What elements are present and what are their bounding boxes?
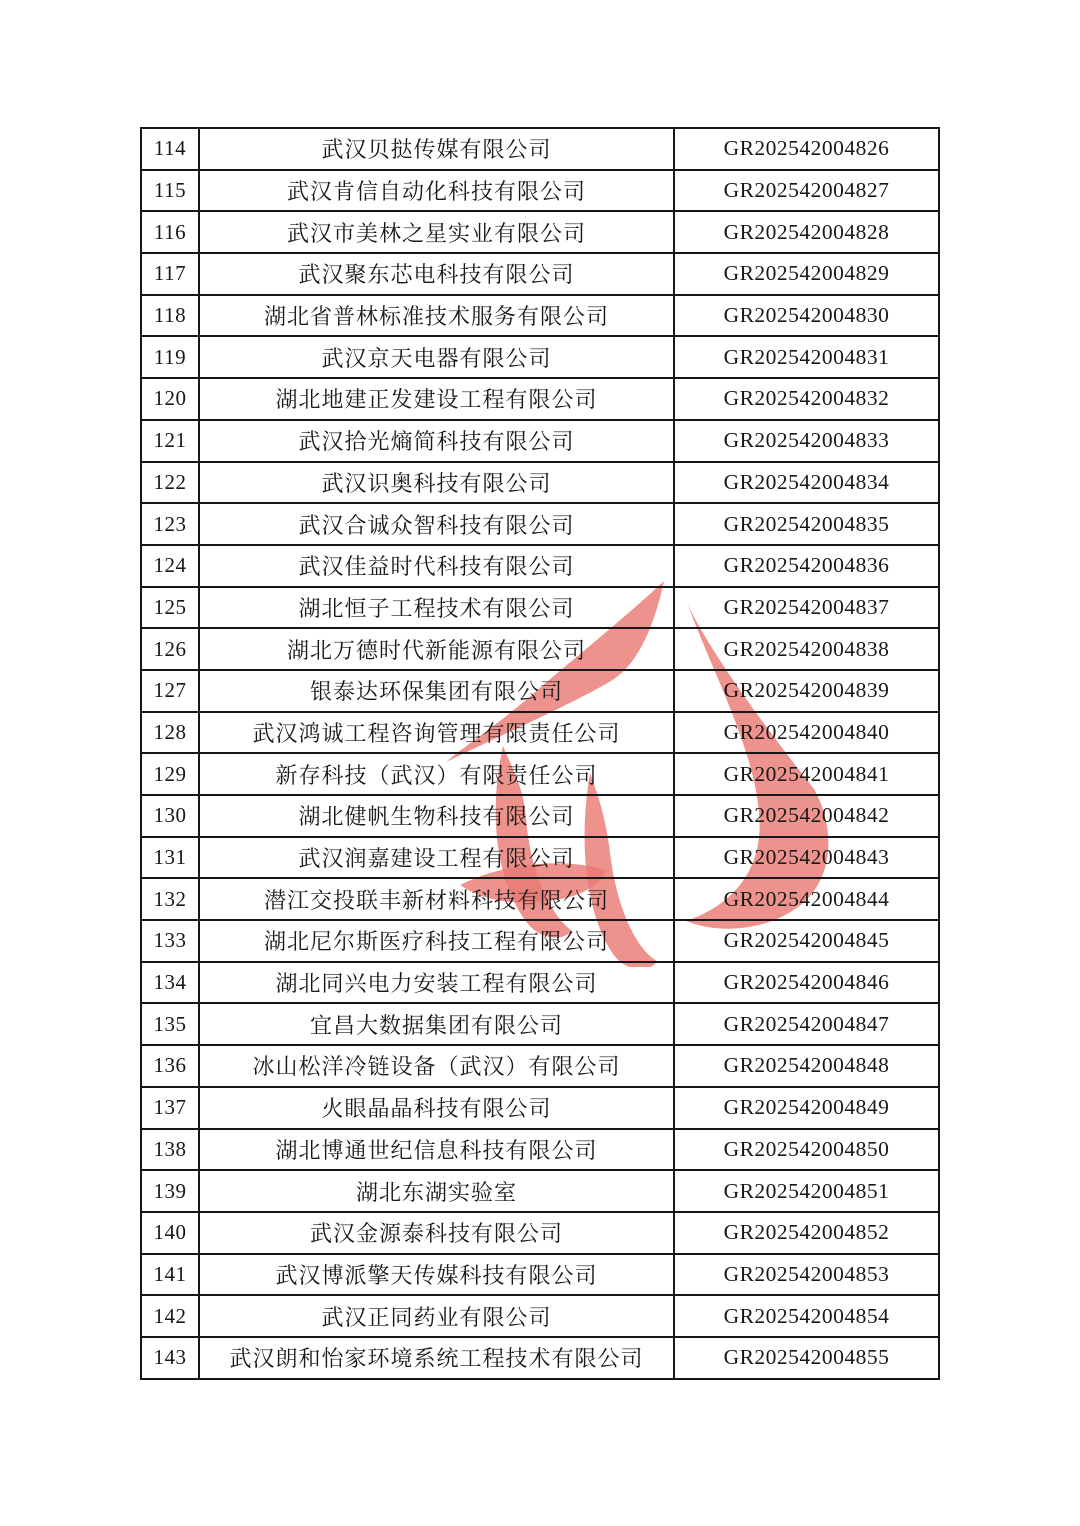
certificate-number-cell: GR202542004849	[674, 1087, 939, 1129]
certificate-number-cell: GR202542004842	[674, 795, 939, 837]
row-number-cell: 133	[141, 920, 199, 962]
company-name-cell: 银泰达环保集团有限公司	[199, 670, 674, 712]
certificate-number-cell: GR202542004855	[674, 1337, 939, 1379]
company-name-cell: 武汉博派擎天传媒科技有限公司	[199, 1254, 674, 1296]
company-name-cell: 湖北地建正发建设工程有限公司	[199, 378, 674, 420]
company-name-cell: 湖北万德时代新能源有限公司	[199, 628, 674, 670]
row-number-cell: 138	[141, 1129, 199, 1171]
table-row	[141, 1212, 939, 1254]
table-row	[141, 628, 939, 670]
certificate-number-cell: GR202542004829	[674, 253, 939, 295]
table-row	[141, 1254, 939, 1296]
company-name-cell: 武汉聚东芯电科技有限公司	[199, 253, 674, 295]
company-name-cell: 武汉识奥科技有限公司	[199, 462, 674, 504]
table-row	[141, 670, 939, 712]
row-number-cell: 142	[141, 1295, 199, 1337]
table-row	[141, 753, 939, 795]
row-number-cell: 116	[141, 211, 199, 253]
company-name-cell: 武汉肯信自动化科技有限公司	[199, 170, 674, 212]
row-number-cell: 122	[141, 462, 199, 504]
certificate-number-cell: GR202542004836	[674, 545, 939, 587]
table-row	[141, 503, 939, 545]
table-row	[141, 1170, 939, 1212]
table-row	[141, 336, 939, 378]
row-number-cell: 114	[141, 128, 199, 170]
row-number-cell: 125	[141, 587, 199, 629]
row-number-cell: 129	[141, 753, 199, 795]
row-number-cell: 141	[141, 1254, 199, 1296]
certificate-number-cell: GR202542004850	[674, 1129, 939, 1171]
row-number-cell: 130	[141, 795, 199, 837]
row-number-cell: 143	[141, 1337, 199, 1379]
company-name-cell: 火眼晶晶科技有限公司	[199, 1087, 674, 1129]
table-row	[141, 1129, 939, 1171]
company-name-cell: 湖北同兴电力安装工程有限公司	[199, 962, 674, 1004]
table-row	[141, 878, 939, 920]
table-row	[141, 712, 939, 754]
table-row	[141, 545, 939, 587]
certificate-number-cell: GR202542004834	[674, 462, 939, 504]
company-name-cell: 湖北东湖实验室	[199, 1170, 674, 1212]
company-name-cell: 冰山松洋冷链设备（武汉）有限公司	[199, 1045, 674, 1087]
certificate-number-cell: GR202542004843	[674, 837, 939, 879]
row-number-cell: 135	[141, 1003, 199, 1045]
table-row	[141, 170, 939, 212]
company-name-cell: 武汉正同药业有限公司	[199, 1295, 674, 1337]
certificate-number-cell: GR202542004848	[674, 1045, 939, 1087]
row-number-cell: 119	[141, 336, 199, 378]
row-number-cell: 134	[141, 962, 199, 1004]
table-row	[141, 295, 939, 337]
row-number-cell: 140	[141, 1212, 199, 1254]
table-row	[141, 420, 939, 462]
certificate-number-cell: GR202542004831	[674, 336, 939, 378]
company-name-cell: 武汉鸿诚工程咨询管理有限责任公司	[199, 712, 674, 754]
certificate-number-cell: GR202542004832	[674, 378, 939, 420]
company-name-cell: 武汉拾光熵简科技有限公司	[199, 420, 674, 462]
row-number-cell: 137	[141, 1087, 199, 1129]
certificate-number-cell: GR202542004826	[674, 128, 939, 170]
table-row	[141, 920, 939, 962]
certificate-number-cell: GR202542004837	[674, 587, 939, 629]
table-row	[141, 795, 939, 837]
table-row	[141, 1087, 939, 1129]
company-name-cell: 武汉京天电器有限公司	[199, 336, 674, 378]
company-name-cell: 武汉朗和怡家环境系统工程技术有限公司	[199, 1337, 674, 1379]
row-number-cell: 124	[141, 545, 199, 587]
table-row	[141, 378, 939, 420]
certificate-table	[140, 127, 940, 1380]
certificate-number-cell: GR202542004827	[674, 170, 939, 212]
table-row	[141, 1295, 939, 1337]
row-number-cell: 127	[141, 670, 199, 712]
row-number-cell: 136	[141, 1045, 199, 1087]
certificate-number-cell: GR202542004840	[674, 712, 939, 754]
certificate-number-cell: GR202542004853	[674, 1254, 939, 1296]
company-name-cell: 湖北健帆生物科技有限公司	[199, 795, 674, 837]
certificate-number-cell: GR202542004851	[674, 1170, 939, 1212]
certificate-number-cell: GR202542004830	[674, 295, 939, 337]
certificate-number-cell: GR202542004846	[674, 962, 939, 1004]
certificate-number-cell: GR202542004854	[674, 1295, 939, 1337]
company-name-cell: 武汉合诚众智科技有限公司	[199, 503, 674, 545]
certificate-number-cell: GR202542004828	[674, 211, 939, 253]
certificate-number-cell: GR202542004852	[674, 1212, 939, 1254]
table-row	[141, 1337, 939, 1379]
table-row	[141, 1003, 939, 1045]
table-row	[141, 462, 939, 504]
company-name-cell: 武汉金源泰科技有限公司	[199, 1212, 674, 1254]
row-number-cell: 115	[141, 170, 199, 212]
company-name-cell: 武汉贝挞传媒有限公司	[199, 128, 674, 170]
certificate-table-body	[141, 128, 939, 1379]
row-number-cell: 117	[141, 253, 199, 295]
company-name-cell: 潜江交投联丰新材料科技有限公司	[199, 878, 674, 920]
company-name-cell: 宜昌大数据集团有限公司	[199, 1003, 674, 1045]
certificate-number-cell: GR202542004833	[674, 420, 939, 462]
table-row	[141, 211, 939, 253]
company-name-cell: 湖北省普林标准技术服务有限公司	[199, 295, 674, 337]
table-row	[141, 837, 939, 879]
table-row	[141, 1045, 939, 1087]
certificate-number-cell: GR202542004847	[674, 1003, 939, 1045]
company-name-cell: 新存科技（武汉）有限责任公司	[199, 753, 674, 795]
row-number-cell: 120	[141, 378, 199, 420]
row-number-cell: 126	[141, 628, 199, 670]
table-row	[141, 128, 939, 170]
certificate-number-cell: GR202542004841	[674, 753, 939, 795]
certificate-number-cell: GR202542004845	[674, 920, 939, 962]
company-name-cell: 武汉佳益时代科技有限公司	[199, 545, 674, 587]
certificate-number-cell: GR202542004839	[674, 670, 939, 712]
certificate-number-cell: GR202542004835	[674, 503, 939, 545]
company-name-cell: 湖北博通世纪信息科技有限公司	[199, 1129, 674, 1171]
row-number-cell: 139	[141, 1170, 199, 1212]
certificate-number-cell: GR202542004838	[674, 628, 939, 670]
row-number-cell: 121	[141, 420, 199, 462]
company-name-cell: 湖北尼尔斯医疗科技工程有限公司	[199, 920, 674, 962]
row-number-cell: 123	[141, 503, 199, 545]
company-name-cell: 武汉市美林之星实业有限公司	[199, 211, 674, 253]
company-name-cell: 湖北恒子工程技术有限公司	[199, 587, 674, 629]
table-row	[141, 253, 939, 295]
row-number-cell: 128	[141, 712, 199, 754]
certificate-number-cell: GR202542004844	[674, 878, 939, 920]
row-number-cell: 132	[141, 878, 199, 920]
row-number-cell: 131	[141, 837, 199, 879]
row-number-cell: 118	[141, 295, 199, 337]
company-name-cell: 武汉润嘉建设工程有限公司	[199, 837, 674, 879]
table-row	[141, 587, 939, 629]
table-row	[141, 962, 939, 1004]
